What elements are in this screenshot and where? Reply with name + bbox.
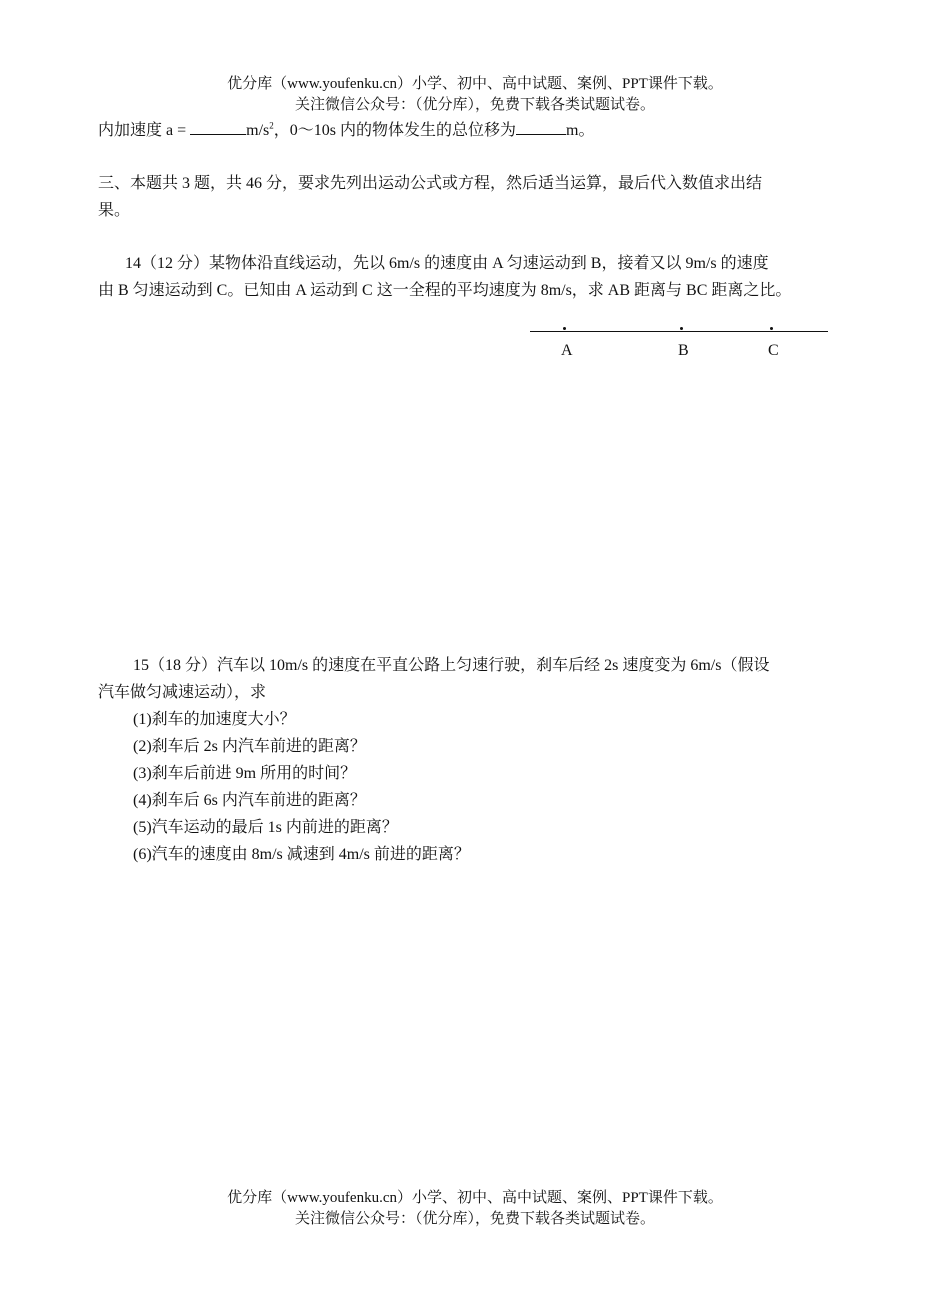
blank-displacement: [516, 120, 566, 135]
section-3-instructions-line-2: 果。: [98, 202, 131, 219]
question-15-item-3: (3)刹车后前进 9m 所用的时间？: [133, 765, 357, 782]
point-a-label: A: [561, 342, 573, 359]
question-15-item-6: (6)汽车的速度由 8m/s 减速到 4m/s 前进的距离？: [133, 846, 470, 863]
header-line-2: 关注微信公众号：（优分库），免费下载各类试题试卷。: [294, 97, 655, 113]
point-b-dot: [680, 327, 683, 330]
point-c-dot: [770, 327, 773, 330]
question-15-line-1: 15（18 分）汽车以 10m/s 的速度在平直公路上匀速行驶，刹车后经 2s 速度变为 6m/s（假设: [133, 657, 770, 674]
question-15-line-2: 汽车做匀减速运动），求: [98, 684, 267, 701]
fill-text-displacement: ，0～10s 内的物体发生的总位移为: [273, 122, 516, 139]
unit-displacement: m。: [566, 122, 595, 139]
question-14-line-2: 由 B 匀速运动到 C。已知由 A 运动到 C 这一全程的平均速度为 8m/s，求 AB 距离与 BC 距离之比。: [98, 282, 792, 299]
point-a-dot: [563, 327, 566, 330]
question-15-item-2: (2)刹车后 2s 内汽车前进的距离？: [133, 738, 366, 755]
section-3-instructions-line-1: 三、本题共 3 题，共 46 分，要求先列出运动公式或方程，然后适当运算，最后代入数值求出结: [98, 175, 763, 192]
footer-line-1: 优分库（www.youfenku.cn）小学、初中、高中试题、案例、PPT课件下载。: [227, 1190, 723, 1206]
question-15-item-5: (5)汽车运动的最后 1s 内前进的距离？: [133, 819, 398, 836]
fill-in-line: [98, 117, 594, 140]
blank-acceleration: [190, 120, 246, 135]
question-15-item-1: (1)刹车的加速度大小？: [133, 711, 296, 728]
question-15-item-4: (4)刹车后 6s 内汽车前进的距离？: [133, 792, 366, 809]
fill-text-acceleration: 内加速度 a =: [98, 122, 187, 139]
question-14-line-1: 14（12 分）某物体沿直线运动，先以 6m/s 的速度由 A 匀速运动到 B，接着又以 9m/s 的速度: [125, 255, 769, 272]
abc-line-segment: [530, 331, 828, 332]
header-line-1: 优分库（www.youfenku.cn）小学、初中、高中试题、案例、PPT课件下载。: [227, 76, 723, 92]
unit-acceleration-exponent: 2: [269, 120, 274, 131]
footer-line-2: 关注微信公众号：（优分库），免费下载各类试题试卷。: [294, 1211, 655, 1227]
point-c-label: C: [768, 342, 779, 359]
point-b-label: B: [678, 342, 689, 359]
unit-acceleration: m/s: [246, 122, 270, 139]
